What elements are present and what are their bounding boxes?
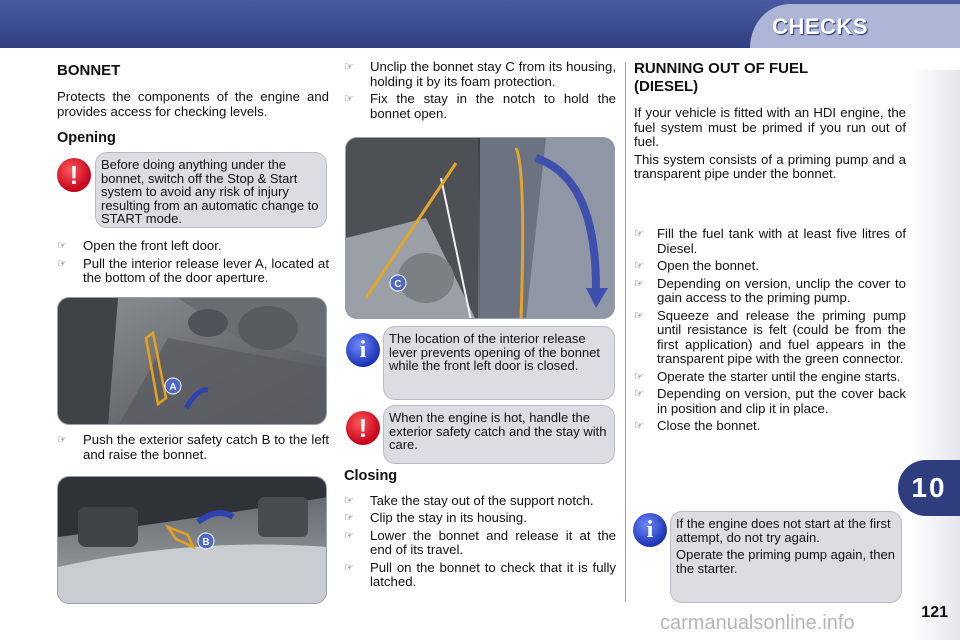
bullet-icon: ☞: [634, 228, 644, 240]
opening-steps: [57, 236, 329, 286]
list-item: ☞ Lower the bonnet and release it at the end of its travel.: [344, 527, 616, 557]
list-item: ☞ Take the stay out of the support notch.: [344, 492, 594, 508]
bullet-icon: ☞: [57, 434, 67, 446]
list-item: ☞ Fill the fuel tank with at least five litres of Diesel.: [634, 226, 906, 256]
column-divider: [625, 62, 626, 602]
section-title-bonnet: BONNET: [57, 62, 121, 79]
bullet-icon: ☞: [57, 240, 67, 252]
fuel-steps: [634, 224, 906, 434]
warning-text: Before doing anything under the bonnet, switch off the Stop & Start system to avoid any risk of injury resulting from an automatic change to START mode.: [101, 157, 319, 226]
column-running-out-of-fuel: [634, 60, 906, 182]
warning-icon: !: [346, 411, 380, 445]
info-text: The location of the interior release lever prevents opening of the bonnet while the front left door is closed.: [389, 331, 601, 373]
subtitle-opening: Opening: [57, 130, 116, 146]
photo-label-b: B: [202, 537, 210, 548]
list-item: ☞ Push the exterior safety catch B to the left and raise the bonnet.: [57, 432, 329, 462]
side-strip: [912, 70, 960, 640]
list-item: ☞ Unclip the bonnet stay C from its housing, holding it by its foam protection.: [344, 59, 616, 89]
bullet-icon: ☞: [344, 561, 354, 574]
bonnet-intro: Protects the components of the engine and provides access for checking levels.: [57, 89, 329, 119]
column-bonnet-stay: [344, 60, 616, 121]
bullet-icon: ☞: [57, 257, 67, 270]
bullet-icon: ☞: [634, 260, 644, 272]
bullet-icon: ☞: [344, 494, 354, 507]
bullet-icon: ☞: [634, 370, 644, 383]
list-item: ☞ Open the front left door.: [57, 238, 222, 253]
info-icon: i: [346, 333, 380, 367]
warning-text: When the engine is hot, handle the exterior safety catch and the stay with care.: [389, 410, 607, 452]
section-title-fuel: RUNNING OUT OF FUEL (DIESEL): [634, 60, 809, 95]
list-item: ☞ Fix the stay in the notch to hold the bonnet open.: [344, 91, 616, 121]
warning-icon: !: [57, 158, 91, 192]
photo-exterior-safety-catch: [57, 476, 327, 604]
list-item: ☞ Operate the starter until the engine starts.: [634, 368, 901, 384]
fuel-intro-2: This system consists of a priming pump and a transparent pipe under the bonnet.: [634, 151, 906, 181]
bullet-icon: ☞: [634, 309, 644, 322]
page-number: 121: [921, 604, 948, 621]
page-title: CHECKS: [772, 14, 868, 39]
watermark: carmanualsonline.info: [660, 612, 855, 634]
photo-label-a: A: [169, 382, 177, 393]
bullet-icon: ☞: [344, 529, 354, 542]
warning-box-hot-engine: [383, 405, 615, 464]
bullet-icon: ☞: [634, 420, 644, 432]
chapter-badge: 10: [898, 460, 960, 516]
warning-box-stop-start: [95, 152, 327, 228]
info-text: If the engine does not start at the first attempt, do not try again. Operate the priming pump again, then the starter.: [676, 516, 895, 576]
info-icon: i: [633, 513, 667, 547]
list-item: ☞ Pull on the bonnet to check that it is fully latched.: [344, 559, 616, 589]
list-item: ☞ Depending on version, put the cover back in position and clip it in place.: [634, 386, 906, 416]
push-step: [57, 430, 329, 462]
closing-section: [344, 469, 616, 590]
bullet-icon: ☞: [634, 277, 644, 290]
subtitle-closing: Closing: [344, 468, 398, 484]
bullet-icon: ☞: [344, 93, 354, 105]
bullet-icon: ☞: [634, 388, 644, 400]
list-item: ☞ Pull the interior release lever A, located at the bottom of the door aperture.: [57, 255, 329, 285]
photo-bonnet-stay: [345, 137, 615, 319]
list-item: ☞ Open the bonnet.: [634, 258, 759, 273]
bullet-icon: ☞: [344, 61, 354, 73]
list-item: ☞ Depending on version, unclip the cover to gain access to the priming pump.: [634, 275, 906, 305]
info-box-engine-start: [670, 511, 902, 603]
fuel-intro-1: If your vehicle is fitted with an HDI engine, the fuel system must be primed if you run out of fuel.: [634, 105, 906, 149]
column-bonnet: [57, 60, 329, 146]
list-item: ☞ Squeeze and release the priming pump until resistance is felt (could be from the first application) and fuel appears in the transparent pipe with the green connector.: [634, 307, 906, 366]
list-item: ☞ Close the bonnet.: [634, 418, 761, 433]
list-item: ☞ Clip the stay in its housing.: [344, 510, 527, 525]
photo-interior-release-lever: [57, 297, 327, 425]
photo-label-c: C: [394, 279, 402, 290]
bullet-icon: ☞: [344, 512, 354, 524]
info-box-release-lever: [383, 326, 615, 400]
